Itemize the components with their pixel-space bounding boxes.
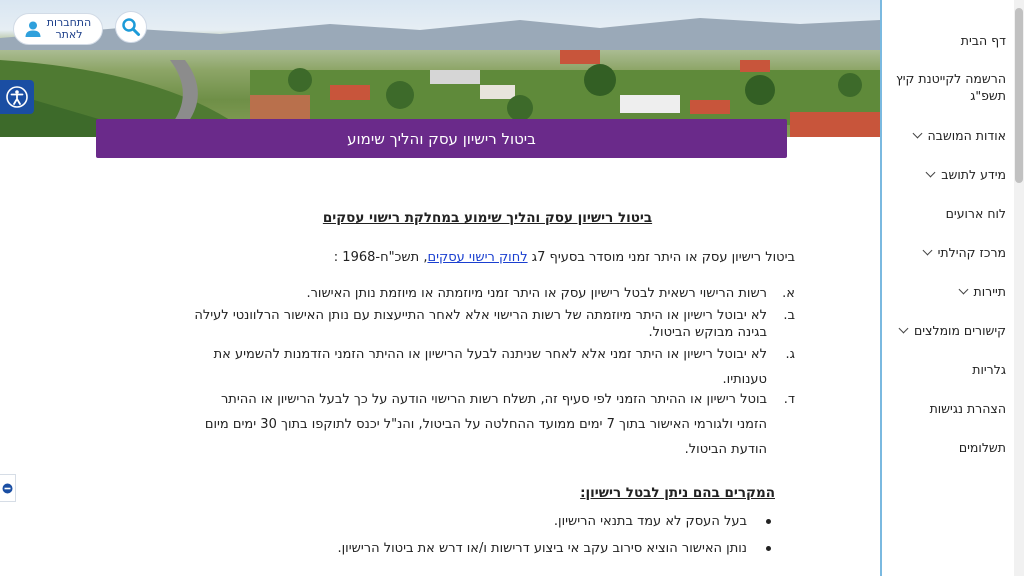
sidebar-item-label: מידע לתושב	[941, 167, 1006, 182]
sidebar-item-label: אודות המושבה	[927, 128, 1006, 143]
sidebar-item-label: תיירות	[973, 284, 1006, 299]
list-marker: ב.	[783, 308, 795, 323]
business-licensing-law-link[interactable]: לחוק רישוי עסקים	[427, 250, 528, 265]
list-item-text: רשות הרישוי רשאית לבטל רישיון עסק או היתר זמני מיוזמתה או מיוזמת נותן האישור.	[306, 286, 767, 301]
cases-heading: המקרים בהם ניתן לבטל רישיון:	[580, 485, 775, 501]
list-item-text: נותן האישור הוציא סירוב עקב אי ביצוע דרישות ו/או דרש את ביטול הרישיון.	[337, 541, 747, 556]
sidebar-item-accessibility-statement[interactable]	[886, 400, 1006, 417]
page-title-banner	[96, 119, 787, 158]
list-item	[215, 541, 775, 556]
list-marker: א.	[782, 286, 795, 301]
list-item	[187, 342, 795, 392]
list-marker: ג.	[785, 347, 795, 362]
sidebar-item-label: הרשמה לקייטנת קיץ תשפ"ג	[896, 71, 1006, 103]
sidebar-item-label: לוח ארועים	[945, 206, 1006, 221]
sidebar-item-label: דף הבית	[960, 33, 1006, 48]
sidebar-item-about[interactable]	[886, 127, 1006, 144]
list-item-text: לא יבוטל רישיון או היתר מיוזמתה של רשות הרישוי אלא לאחר התייעצות עם נותן האישור הרלוונטי לעילה בגינה מבוקש הביטול.	[194, 308, 767, 340]
sidebar-item-label: גלריות	[972, 362, 1006, 377]
list-item-text: בוטל רישיון או ההיתר הזמני לפי סעיף זה, תשלח רשות הרישוי הודעה על כך לבעל הרישיון או ההיתר הזמני ולגורמי האישור בתוך 7 ימים ממועד ההחלטה על הביטול, והנ"ל יכנס לתוקפו בתוך 30 ימים מיום הודעת הביטול.	[204, 392, 767, 457]
sidebar-item-community-center[interactable]	[886, 244, 1006, 261]
list-item	[187, 283, 795, 305]
sidebar-item-tourism[interactable]	[886, 283, 1006, 300]
sidebar-item-summer-camp[interactable]	[886, 70, 1006, 104]
search-button[interactable]	[115, 11, 147, 43]
sidebar-item-label: קישורים מומלצים	[913, 323, 1006, 338]
sidebar-item-payments[interactable]	[886, 439, 1006, 456]
sidebar-item-label: תשלומים	[958, 440, 1006, 455]
bullet-icon	[766, 546, 771, 551]
list-item	[215, 514, 775, 529]
widget-icon	[2, 483, 13, 494]
page-title: ביטול רישיון עסק והליך שימוע	[347, 129, 536, 148]
scrollbar-thumb[interactable]	[1015, 8, 1023, 183]
intro-text: ביטול רישיון עסק או היתר זמני מוסדר בסעיף 7ג	[527, 250, 795, 265]
chevron-down-icon	[922, 246, 932, 256]
article-intro	[334, 250, 795, 265]
sidebar-item-home[interactable]	[886, 32, 1006, 49]
list-marker: ד.	[783, 392, 795, 407]
sidebar-item-events[interactable]	[886, 205, 1006, 222]
login-label: התחברות לאתר	[46, 16, 92, 41]
list-item-text: בעל העסק לא עמד בתנאי הרישיון.	[553, 514, 747, 529]
accessibility-icon	[6, 86, 28, 108]
list-item-text: לא יבוטל רישיון או היתר זמני אלא לאחר שניתנה לבעל הרישיון או ההיתר הזמני הזדמנות להשמיע את טענותיו.	[213, 347, 767, 387]
sidebar-item-galleries[interactable]	[886, 361, 1006, 378]
user-icon	[24, 20, 42, 38]
login-button[interactable]	[13, 13, 103, 45]
list-item	[187, 307, 795, 341]
intro-suffix: , תשכ"ח-1968 :	[333, 250, 428, 265]
article-heading: ביטול רישיון עסק והליך שימוע במחלקת רישוי עסקים	[322, 210, 653, 226]
sidebar-item-label: הצהרת נגישות	[929, 401, 1006, 416]
chevron-down-icon	[912, 129, 922, 139]
bullet-icon	[766, 519, 771, 524]
list-item	[187, 387, 795, 462]
sidebar-item-links[interactable]	[886, 322, 1006, 339]
search-icon	[121, 17, 141, 37]
chevron-down-icon	[899, 324, 909, 334]
chevron-down-icon	[958, 285, 968, 295]
accessibility-button[interactable]	[0, 80, 34, 114]
side-widget-tab[interactable]	[0, 474, 16, 502]
sidebar-item-label: מרכז קהילתי	[937, 245, 1006, 260]
sidebar-item-resident-info[interactable]	[886, 166, 1006, 183]
chevron-down-icon	[926, 168, 936, 178]
